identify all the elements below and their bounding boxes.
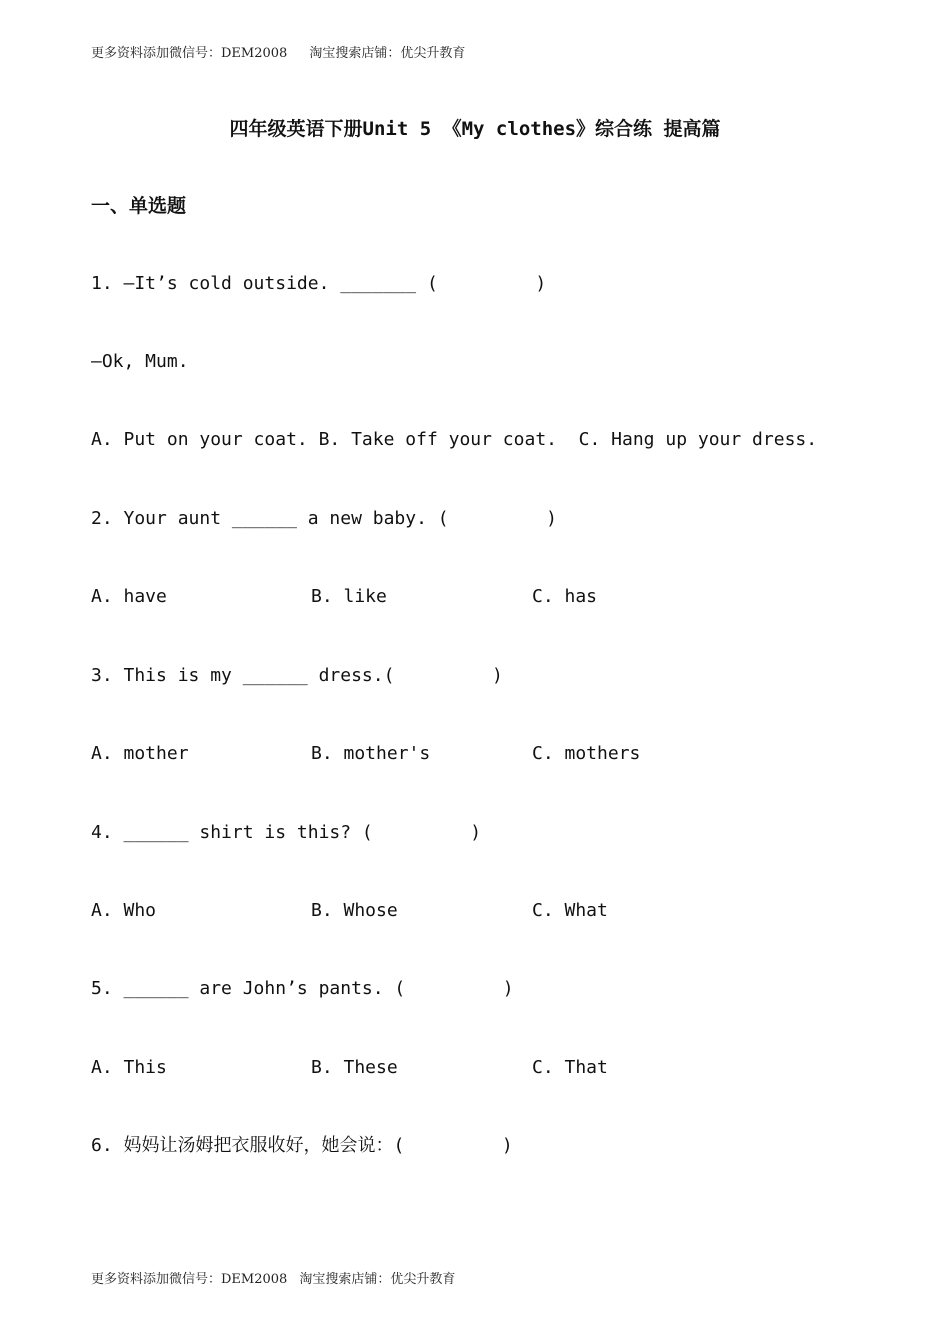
page-footer-note — [91, 1268, 455, 1287]
question-3-option-b: B. mother's — [311, 743, 431, 764]
header-wechat-text: 更多资料添加微信号：DEM2008 — [91, 46, 288, 61]
question-3-option-a: A. mother — [91, 743, 189, 764]
question-6-stem: 6. 妈妈让汤姆把衣服收好，她会说：( ) — [91, 1135, 513, 1156]
question-4-option-c: C. What — [532, 900, 608, 921]
question-1-stem: 1. —It’s cold outside. _______ ( ) — [91, 273, 547, 294]
question-4-stem: 4. ______ shirt is this? ( ) — [91, 822, 482, 843]
footer-shop-text: 淘宝搜索店铺：优尖升教育 — [299, 1272, 456, 1287]
question-5-option-c: C. That — [532, 1057, 608, 1078]
question-5-option-a: A. This — [91, 1057, 167, 1078]
question-2-option-c: C. has — [532, 586, 598, 607]
question-4-option-b: B. Whose — [311, 900, 398, 921]
page-header-note — [91, 42, 465, 61]
question-1-reply: —Ok, Mum. — [91, 351, 189, 372]
question-5-option-b: B. These — [311, 1057, 398, 1078]
question-5-stem: 5. ______ are John’s pants. ( ) — [91, 978, 514, 999]
question-4-option-a: A. Who — [91, 900, 157, 921]
document-title: 四年级英语下册Unit 5 《My clothes》综合练 提高篇 — [229, 118, 721, 140]
question-3-option-c: C. mothers — [532, 743, 641, 764]
footer-wechat-text: 更多资料添加微信号：DEM2008 — [91, 1272, 288, 1287]
question-2-stem: 2. Your aunt ______ a new baby. ( ) — [91, 508, 557, 529]
question-1-options: A. Put on your coat. B. Take off your coat. C. Hang up your dress. — [91, 429, 818, 450]
question-3-stem: 3. This is my ______ dress.( ) — [91, 665, 503, 686]
section-heading: 一、单选题 — [91, 195, 187, 217]
question-2-option-a: A. have — [91, 586, 167, 607]
header-shop-text: 淘宝搜索店铺：优尖升教育 — [309, 46, 466, 61]
question-2-option-b: B. like — [311, 586, 387, 607]
